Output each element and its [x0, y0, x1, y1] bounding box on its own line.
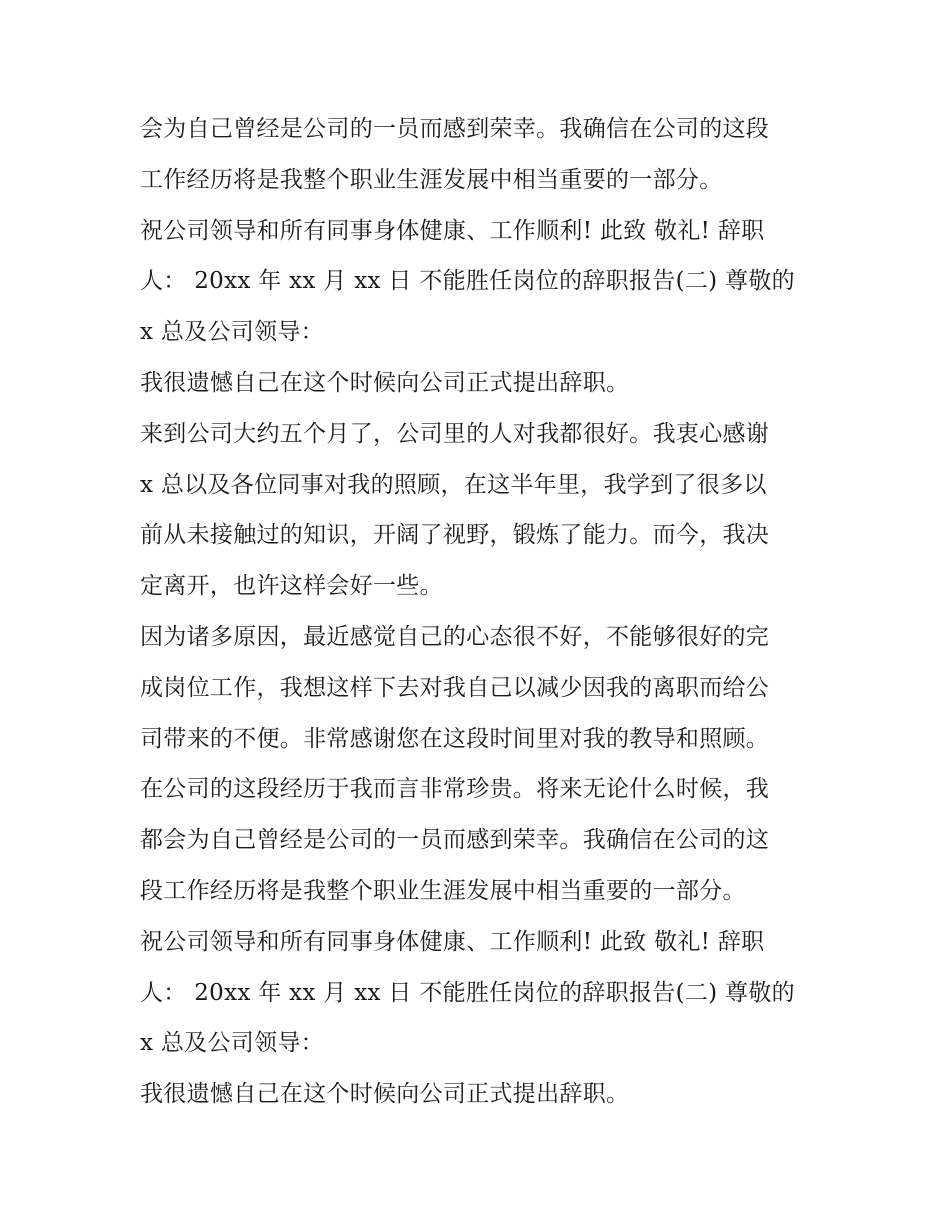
- text-line: x 总及公司领导：: [140, 319, 324, 346]
- text-line: 来到公司大约五个月了，公司里的人对我都很好。我衷心感谢: [140, 420, 770, 447]
- text-line: 段工作经历将是我整个职业生涯发展中相当重要的一部分。: [140, 877, 746, 904]
- text-line: 工作经历将是我整个职业生涯发展中相当重要的一部分。: [140, 166, 723, 193]
- text-line: 人： 20xx 年 xx 月 xx 日 不能胜任岗位的辞职报告(二) 尊敬的: [140, 268, 795, 295]
- text-line: 定离开，也许这样会好一些。: [140, 573, 443, 600]
- text-line: 人： 20xx 年 xx 月 xx 日 不能胜任岗位的辞职报告(二) 尊敬的: [140, 979, 795, 1006]
- text-line: 在公司的这段经历于我而言非常珍贵。将来无论什么时候，我: [140, 776, 770, 803]
- text-line: 我很遗憾自己在这个时候向公司正式提出辞职。: [140, 369, 630, 396]
- text-line: 祝公司领导和所有同事身体健康、工作顺利! 此致 敬礼! 辞职: [140, 928, 765, 955]
- text-line: x 总以及各位同事对我的照顾，在这半年里，我学到了很多以: [140, 471, 767, 498]
- text-line: 司带来的不便。非常感谢您在这段时间里对我的教导和照顾。: [140, 725, 770, 752]
- text-line: 都会为自己曾经是公司的一员而感到荣幸。我确信在公司的这: [140, 827, 770, 854]
- text-line: 前从未接触过的知识，开阔了视野，锻炼了能力。而今，我决: [140, 522, 770, 549]
- text-line: 我很遗憾自己在这个时候向公司正式提出辞职。: [140, 1081, 630, 1108]
- text-line: 祝公司领导和所有同事身体健康、工作顺利! 此致 敬礼! 辞职: [140, 217, 765, 244]
- text-line: 会为自己曾经是公司的一员而感到荣幸。我确信在公司的这段: [140, 116, 770, 142]
- text-line: x 总及公司领导：: [140, 1030, 324, 1057]
- text-line: 因为诸多原因，最近感觉自己的心态很不好，不能够很好的完: [140, 623, 770, 650]
- document-body: [140, 104, 820, 1120]
- text-line: 成岗位工作，我想这样下去对我自己以减少因我的离职而给公: [140, 674, 770, 701]
